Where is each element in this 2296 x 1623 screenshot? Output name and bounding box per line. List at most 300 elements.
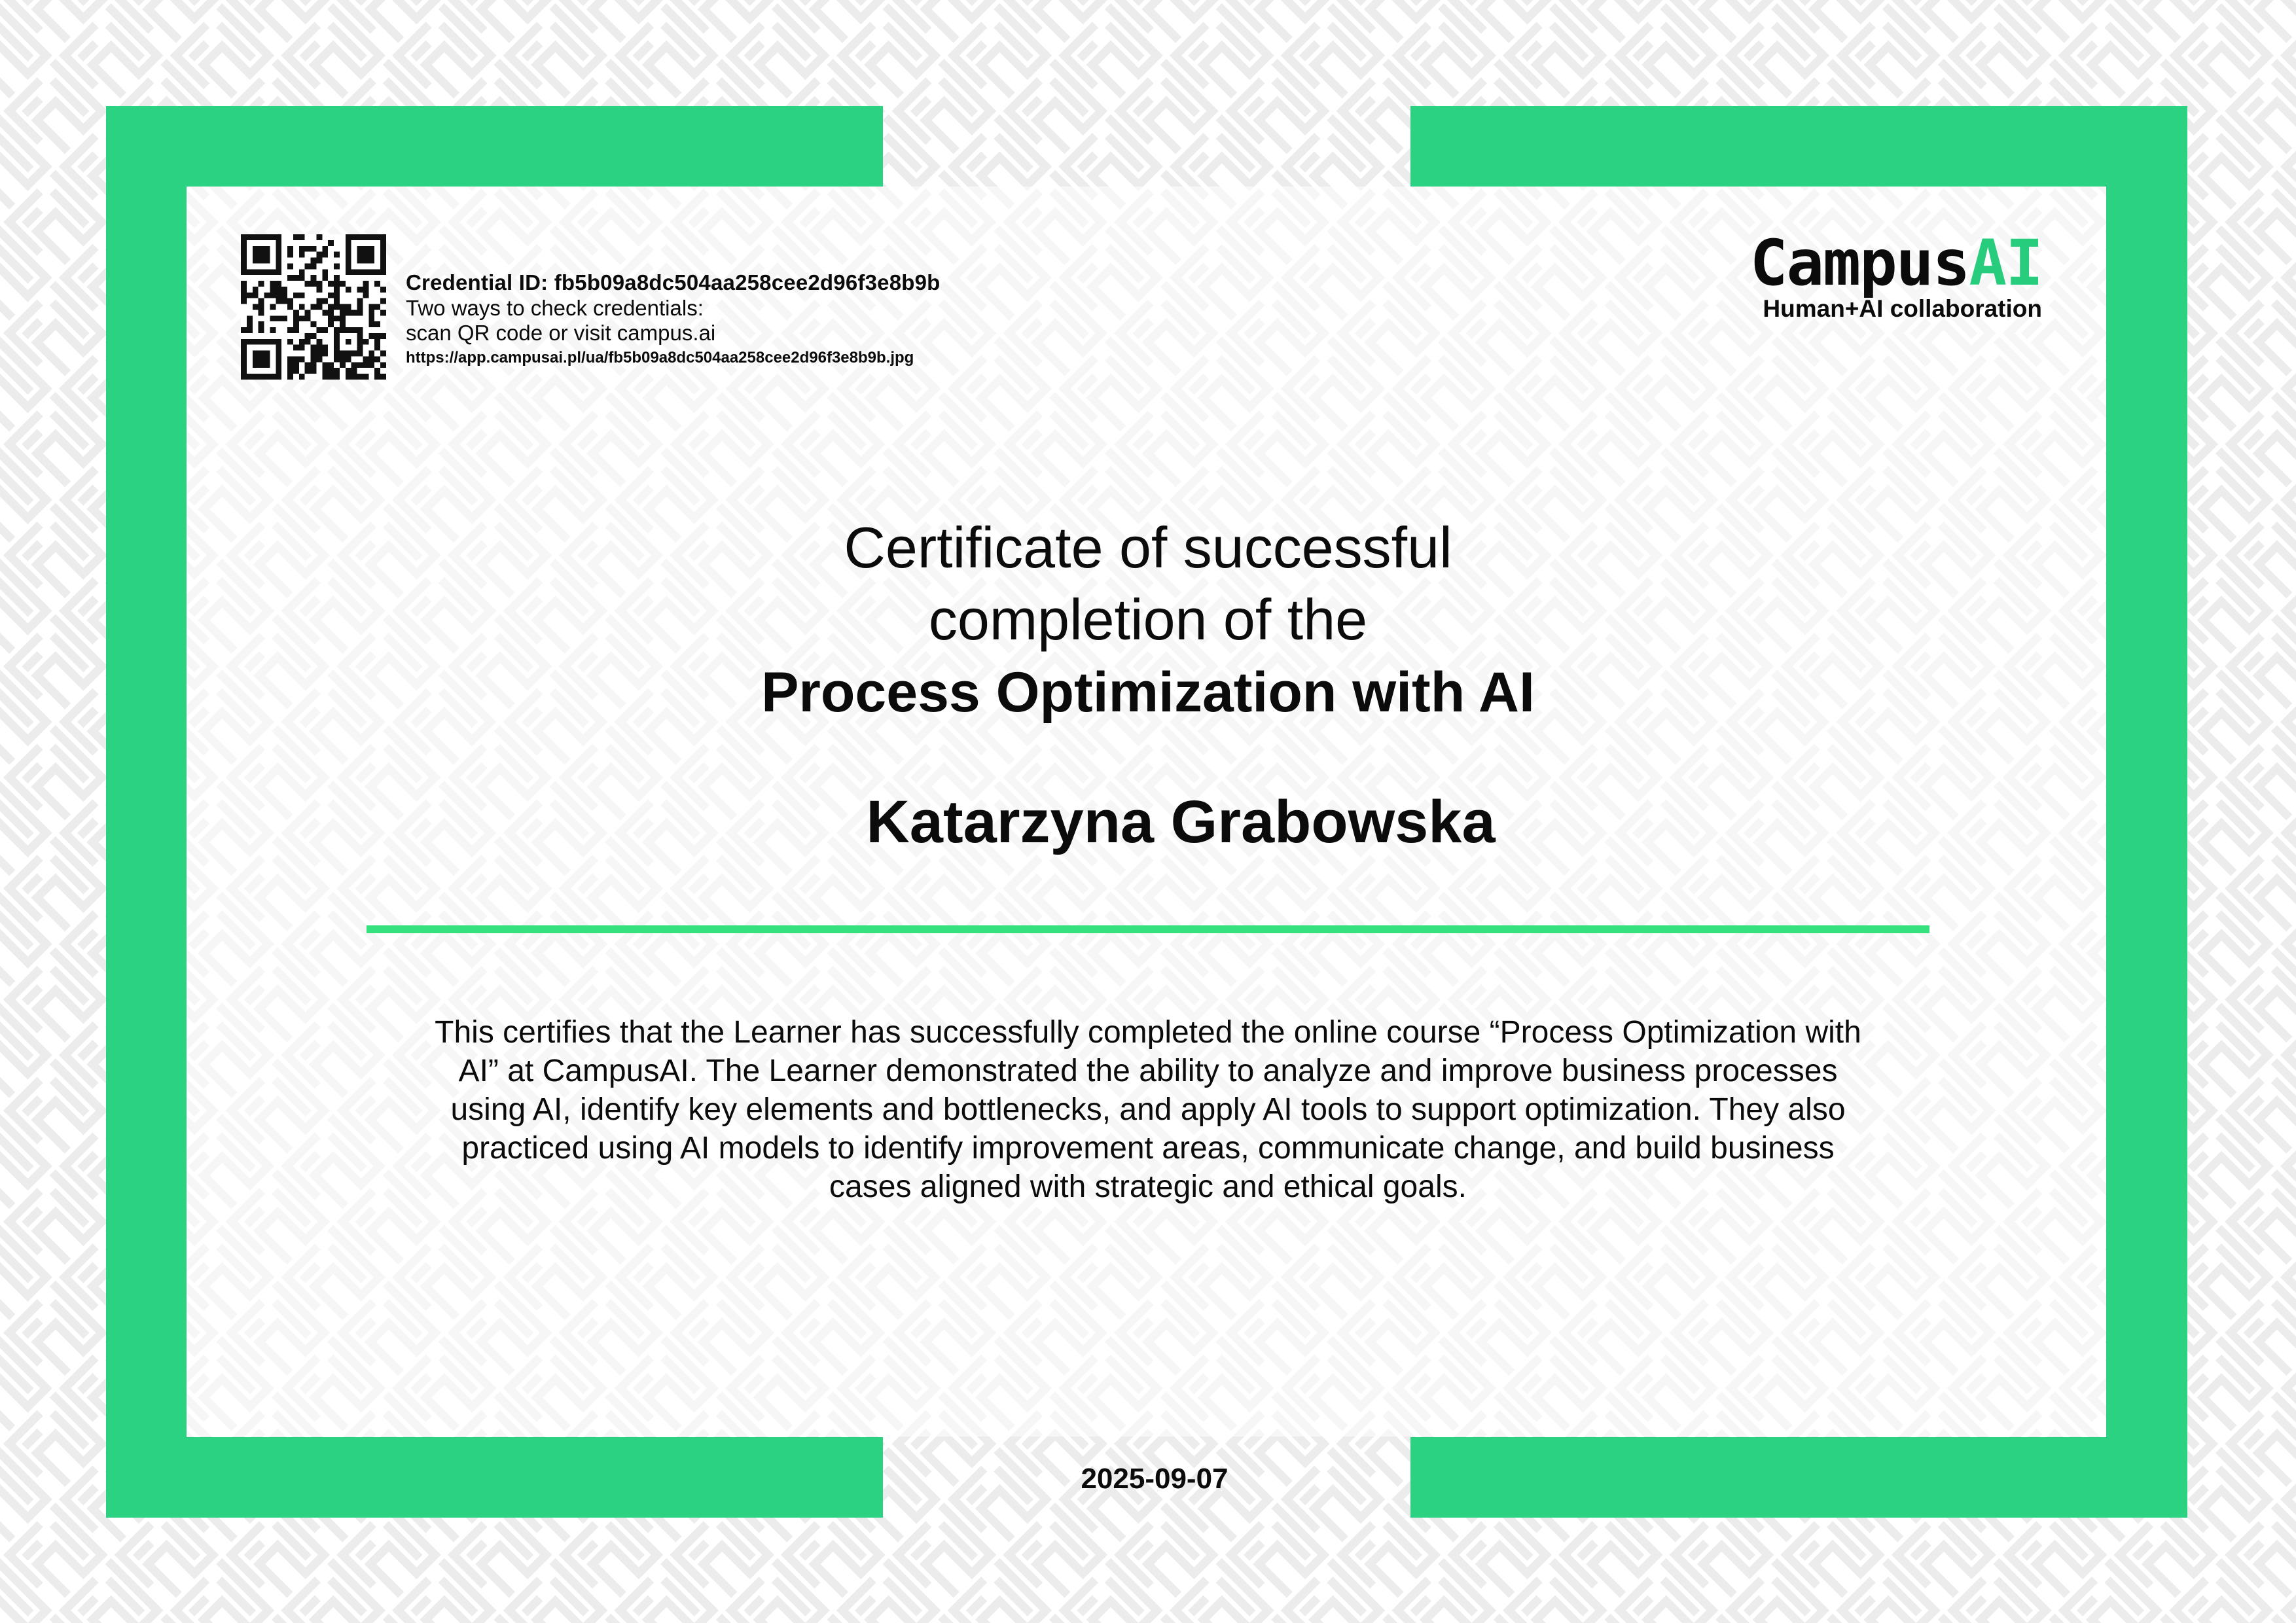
qr-module [346, 374, 351, 380]
qr-module [264, 252, 270, 258]
qr-module [368, 246, 374, 252]
qr-module [253, 356, 259, 362]
qr-module [357, 269, 363, 275]
qr-module [351, 351, 357, 357]
qr-module [247, 327, 253, 333]
qr-module [357, 333, 363, 339]
qr-module [241, 269, 247, 275]
qr-module [311, 321, 317, 327]
qr-module [311, 281, 317, 287]
qr-module [276, 246, 281, 252]
qr-module [293, 310, 299, 315]
qr-module [287, 252, 293, 258]
qr-module [357, 246, 363, 252]
qr-module [270, 293, 276, 298]
qr-module [287, 374, 293, 380]
qr-module [351, 310, 357, 315]
qr-module [346, 263, 351, 269]
logo-wordmark [1728, 226, 2042, 300]
qr-module [357, 345, 363, 351]
qr-module [293, 321, 299, 327]
frame-bottom-left [106, 1437, 883, 1518]
qr-module [340, 321, 346, 327]
qr-module [340, 281, 346, 287]
qr-module [270, 339, 276, 345]
qr-module [293, 356, 299, 362]
qr-module [276, 240, 281, 246]
check-instructions-line-1: Two ways to check credentials: [406, 296, 704, 320]
check-instructions-line-2: scan QR code or visit campus.ai [406, 321, 716, 345]
qr-module [241, 252, 247, 258]
qr-module [247, 315, 253, 321]
qr-module [368, 315, 374, 321]
qr-module [253, 374, 259, 380]
qr-module [259, 281, 264, 287]
qr-module [328, 304, 334, 310]
qr-module [259, 339, 264, 345]
qr-module [380, 263, 386, 269]
qr-module [346, 339, 351, 345]
qr-module [316, 339, 322, 345]
qr-module [253, 269, 259, 275]
qr-module [287, 362, 293, 368]
qr-module [241, 327, 247, 333]
frame-bottom-right [1410, 1437, 2187, 1518]
qr-module [334, 327, 340, 333]
campusai-logo [1728, 226, 2042, 323]
qr-module [334, 275, 340, 281]
qr-module [363, 293, 368, 298]
qr-module [299, 234, 305, 240]
qr-module [351, 362, 357, 368]
qr-module [247, 339, 253, 345]
qr-module [264, 258, 270, 264]
qr-module [253, 252, 259, 258]
qr-module [305, 315, 311, 321]
qr-module [340, 315, 346, 321]
qr-module [264, 293, 270, 298]
qr-module [299, 304, 305, 310]
qr-module [305, 339, 311, 345]
certificate-title [0, 512, 2296, 729]
qr-module [311, 258, 317, 264]
qr-module [287, 339, 293, 345]
qr-module [311, 356, 317, 362]
qr-module [305, 246, 311, 252]
qr-module [351, 269, 357, 275]
qr-module [276, 345, 281, 351]
qr-module [334, 356, 340, 362]
qr-module [363, 287, 368, 293]
qr-module [241, 234, 247, 240]
qr-module [270, 287, 276, 293]
qr-module [322, 351, 328, 357]
qr-module [259, 374, 264, 380]
qr-module [322, 252, 328, 258]
qr-module [328, 240, 334, 246]
qr-module [270, 281, 276, 287]
qr-module [363, 281, 368, 287]
qr-module [270, 269, 276, 275]
qr-module [322, 362, 328, 368]
qr-module [334, 263, 340, 269]
qr-module [287, 298, 293, 304]
qr-module [305, 333, 311, 339]
qr-module [259, 310, 264, 315]
qr-module [241, 281, 247, 287]
qr-module [368, 310, 374, 315]
qr-module [299, 374, 305, 380]
qr-module [293, 345, 299, 351]
qr-module [316, 281, 322, 287]
qr-module [276, 258, 281, 264]
qr-module [374, 234, 380, 240]
qr-module [287, 356, 293, 362]
qr-module [380, 333, 386, 339]
qr-module [374, 356, 380, 362]
qr-module [299, 356, 305, 362]
qr-module [322, 374, 328, 380]
qr-module [241, 356, 247, 362]
course-name: Process Optimization with AI [761, 661, 1535, 724]
qr-module [340, 356, 346, 362]
qr-module [351, 327, 357, 333]
qr-module [380, 240, 386, 246]
qr-module [259, 362, 264, 368]
qr-module [322, 327, 328, 333]
qr-module [259, 252, 264, 258]
qr-module [316, 351, 322, 357]
qr-module [334, 304, 340, 310]
qr-module [264, 356, 270, 362]
qr-module [374, 368, 380, 374]
qr-module [276, 252, 281, 258]
qr-module [276, 315, 281, 321]
qr-module [311, 368, 317, 374]
frame-top-right [1410, 106, 2187, 187]
qr-module [334, 368, 340, 374]
qr-module [305, 362, 311, 368]
qr-module [380, 287, 386, 293]
qr-module [357, 362, 363, 368]
qr-module [368, 333, 374, 339]
qr-module [305, 263, 311, 269]
qr-module [287, 275, 293, 281]
qr-module [259, 234, 264, 240]
qr-module [363, 339, 368, 345]
qr-module [241, 263, 247, 269]
qr-module [346, 356, 351, 362]
qr-module [351, 368, 357, 374]
qr-module [293, 293, 299, 298]
qr-module [380, 362, 386, 368]
qr-module [380, 374, 386, 380]
qr-module [357, 234, 363, 240]
qr-module [276, 368, 281, 374]
qr-module [287, 246, 293, 252]
qr-module [340, 362, 346, 368]
credential-id-value: fb5b09a8dc504aa258cee2d96f3e8b9b [554, 270, 941, 294]
qr-module [340, 351, 346, 357]
qr-module [259, 351, 264, 357]
qr-module [380, 298, 386, 304]
learner-name: Katarzyna Grabowska [866, 789, 1496, 855]
qr-module [368, 362, 374, 368]
qr-module [259, 304, 264, 310]
qr-module [351, 234, 357, 240]
qr-module [322, 298, 328, 304]
qr-module [259, 269, 264, 275]
qr-module [316, 258, 322, 264]
qr-module [374, 345, 380, 351]
qr-module [328, 368, 334, 374]
qr-module [264, 374, 270, 380]
qr-module [351, 374, 357, 380]
qr-module [357, 304, 363, 310]
qr-module [293, 275, 299, 281]
issue-date: 2025-09-07 [1081, 1463, 1229, 1495]
qr-module [311, 246, 317, 252]
qr-module [293, 368, 299, 374]
qr-module [270, 304, 276, 310]
qr-module [270, 374, 276, 380]
qr-module [276, 298, 281, 304]
qr-module [311, 345, 317, 351]
qr-module [363, 258, 368, 264]
qr-module [247, 321, 253, 327]
qr-module [346, 252, 351, 258]
qr-module [293, 234, 299, 240]
qr-module [334, 252, 340, 258]
qr-module [363, 234, 368, 240]
credential-id-label: Credential ID: [406, 270, 548, 294]
qr-module [374, 374, 380, 380]
qr-module [264, 246, 270, 252]
qr-module [299, 275, 305, 281]
qr-module [276, 281, 281, 287]
qr-module [368, 234, 374, 240]
qr-module [270, 327, 276, 333]
qr-module [334, 293, 340, 298]
qr-module [328, 321, 334, 327]
qr-module [293, 315, 299, 321]
qr-module [334, 281, 340, 287]
qr-module [322, 368, 328, 374]
qr-module [346, 287, 351, 293]
qr-module [276, 287, 281, 293]
qr-module [253, 362, 259, 368]
qr-module [316, 304, 322, 310]
qr-module [374, 333, 380, 339]
qr-module [247, 293, 253, 298]
qr-module [311, 333, 317, 339]
qr-module [322, 246, 328, 252]
qr-module [346, 327, 351, 333]
qr-module [328, 281, 334, 287]
qr-module [346, 246, 351, 252]
qr-module [374, 281, 380, 287]
title-line-1: Certificate of successful [844, 515, 1452, 580]
logo-wordmark-main: Campus [1749, 226, 1969, 300]
qr-module [259, 327, 264, 333]
qr-module [346, 240, 351, 246]
qr-code-icon[interactable] [241, 234, 386, 380]
qr-module [368, 351, 374, 357]
qr-module [299, 293, 305, 298]
qr-module [346, 304, 351, 310]
qr-module [264, 269, 270, 275]
qr-module [247, 269, 253, 275]
qr-module [276, 269, 281, 275]
qr-module [253, 246, 259, 252]
qr-module [363, 374, 368, 380]
qr-module [264, 351, 270, 357]
qr-module [276, 263, 281, 269]
qr-module [363, 246, 368, 252]
qr-module [305, 281, 311, 287]
qr-module [380, 310, 386, 315]
qr-module [357, 298, 363, 304]
qr-module [363, 362, 368, 368]
qr-module [241, 293, 247, 298]
qr-module [281, 287, 287, 293]
qr-module [368, 356, 374, 362]
qr-module [340, 310, 346, 315]
qr-module [374, 269, 380, 275]
qr-module [346, 351, 351, 357]
qr-module [241, 287, 247, 293]
qr-module [241, 298, 247, 304]
qr-module [334, 374, 340, 380]
credential-info [406, 270, 1126, 369]
qr-module [346, 269, 351, 275]
qr-module [253, 258, 259, 264]
credential-url-link[interactable]: https://app.campusai.pl/ua/fb5b09a8dc504aa258cee2d96f3e8b9b.jpg [406, 349, 914, 366]
qr-module [374, 339, 380, 345]
qr-module [276, 293, 281, 298]
qr-module [276, 362, 281, 368]
qr-module [311, 351, 317, 357]
qr-module [374, 321, 380, 327]
qr-module [328, 374, 334, 380]
qr-module [241, 246, 247, 252]
qr-module [259, 258, 264, 264]
qr-module [281, 298, 287, 304]
qr-module [346, 258, 351, 264]
qr-module [259, 298, 264, 304]
qr-module [253, 234, 259, 240]
qr-module [241, 362, 247, 368]
qr-module [363, 269, 368, 275]
qr-module [299, 345, 305, 351]
credential-id [406, 270, 1126, 296]
qr-module [311, 304, 317, 310]
qr-module [241, 374, 247, 380]
qr-module [276, 374, 281, 380]
qr-module [241, 339, 247, 345]
qr-module [357, 327, 363, 333]
frame-top-left [106, 106, 883, 187]
qr-module [276, 234, 281, 240]
qr-module [287, 368, 293, 374]
qr-module [368, 321, 374, 327]
qr-module [357, 374, 363, 380]
qr-module [346, 310, 351, 315]
qr-module [264, 362, 270, 368]
qr-module [259, 356, 264, 362]
qr-module [311, 263, 317, 269]
qr-module [316, 287, 322, 293]
qr-module [334, 351, 340, 357]
qr-module [322, 275, 328, 281]
qr-module [287, 327, 293, 333]
qr-module [368, 304, 374, 310]
qr-module [334, 339, 340, 345]
qr-module [346, 234, 351, 240]
qr-module [334, 333, 340, 339]
qr-module [357, 310, 363, 315]
qr-module [253, 293, 259, 298]
qr-module [264, 339, 270, 345]
qr-module [328, 315, 334, 321]
qr-module [380, 351, 386, 357]
qr-module [334, 345, 340, 351]
qr-module [368, 258, 374, 264]
qr-module [328, 310, 334, 315]
qr-module [322, 310, 328, 315]
certificate-description: This certifies that the Learner has successfully completed the online course “Process Optimization with AI” at CampusAI. The Learner demonstrated the ability to analyze and improve business processes using AI, identify key elements and bottlenecks, and apply AI tools to support optimization. They also practiced using AI models to identify improvement areas, communicate change, and build business cases aligned with strategic and ethical goals. [435, 1015, 1861, 1204]
qr-module [253, 287, 259, 293]
qr-module [380, 269, 386, 275]
qr-module [368, 269, 374, 275]
qr-module [293, 327, 299, 333]
logo-wordmark-accent: AI [1969, 226, 2042, 300]
qr-module [311, 362, 317, 368]
qr-module [264, 234, 270, 240]
qr-module [316, 356, 322, 362]
qr-module [322, 269, 328, 275]
qr-module [340, 327, 346, 333]
qr-module [241, 368, 247, 374]
qr-module [287, 263, 293, 269]
qr-module [253, 304, 259, 310]
qr-module [311, 275, 317, 281]
qr-module [380, 258, 386, 264]
qr-module [293, 362, 299, 368]
qr-module [305, 310, 311, 315]
qr-module [328, 293, 334, 298]
qr-module [281, 293, 287, 298]
qr-module [241, 351, 247, 357]
qr-module [299, 339, 305, 345]
qr-module [270, 234, 276, 240]
qr-module [316, 345, 322, 351]
qr-module [276, 339, 281, 345]
qr-module [241, 240, 247, 246]
qr-module [247, 374, 253, 380]
qr-module [299, 269, 305, 275]
qr-module [357, 287, 363, 293]
qr-module [299, 252, 305, 258]
qr-module [241, 258, 247, 264]
qr-module [380, 246, 386, 252]
qr-module [334, 315, 340, 321]
qr-module [299, 246, 305, 252]
qr-module [253, 339, 259, 345]
qr-module [363, 252, 368, 258]
qr-module [259, 321, 264, 327]
qr-module [363, 356, 368, 362]
